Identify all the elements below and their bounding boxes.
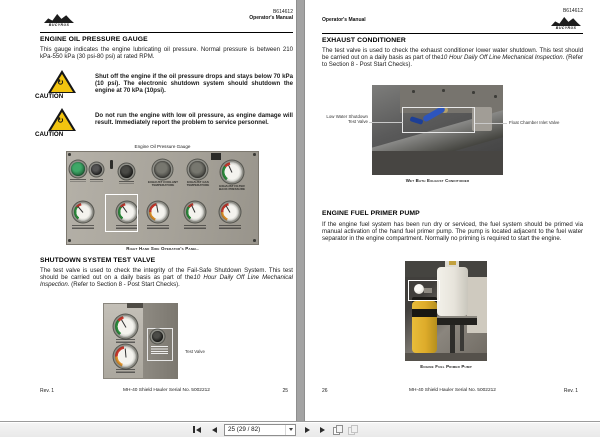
bracket [433,316,477,325]
combobox-dropdown-button[interactable] [285,425,295,435]
caution-label: CAUTION [35,93,64,100]
paragraph-text: . (Refer to Section 8 - Post Start Checks). [322,54,583,69]
bucyrus-logo [551,15,581,30]
oil-gauge-paragraph: This gauge indicates the engine lubricating oil pressure. Normal pressure is between 210 kPa-550 kPa (30 psi-80 psi) at rated RPM. [40,46,293,61]
last-page-icon [320,427,325,433]
caution2-text: Do not run the engine with low oil pressure, as engine damage will result. Immediately report the problem to service personnel. [95,112,293,127]
panel-knob [120,165,133,178]
paragraph-italic: 10 Hour Daily Off Line Mechanical Inspection [440,54,563,62]
first-page-icon [196,427,201,433]
header-right [170,9,293,21]
figure-caption: Right Hand Side Operator's Panel. [126,246,199,251]
caution-triangle-icon: ↻ [48,108,76,131]
gauge [154,161,171,178]
annotation-line: Low Water Shutdown [326,114,368,119]
section-heading-oil-gauge: ENGINE OIL PRESSURE GAUGE [40,36,148,43]
next-page-button[interactable] [300,424,314,435]
footer-page-number: 26 [322,388,328,394]
pipe [460,325,464,351]
header-rule [322,33,583,34]
start-button [71,162,85,176]
footer-rev: Rev. 1 [40,388,55,394]
first-page-button[interactable] [190,424,204,435]
figure-label: Engine Oil Pressure Gauge [134,144,191,149]
section-heading-primer-pump: ENGINE FUEL PRIMER PUMP [322,210,420,217]
primer-pump-photo [405,261,487,361]
footer-page-number: 25 [282,388,288,394]
previous-page-button[interactable] [207,424,221,435]
test-valve-knob [152,331,163,342]
page-navigation-toolbar [0,421,600,437]
annotation-line: Test Valve [348,119,368,124]
page-number-value: 25 (29 / 82) [228,426,261,433]
primer-pump-paragraph: If the engine fuel system has been run dry or serviced, the fuel system should be primed via manual activation of the hand fuel primer pump. The pump is located adjacent to the fuel water separator in the engine compartment. Normally no priming is required to start the engine. [322,221,583,243]
highlight-box [105,194,138,232]
gauge [74,203,92,221]
operator-panel-photo [66,151,259,245]
section-heading-exhaust-conditioner: EXHAUST CONDITIONER [322,37,406,44]
test-valve-annotation: Test Valve [185,349,205,354]
footer-serial: MH-40 Shield Hauler Serial No. 5002212 [123,388,210,393]
bucyrus-logo-icon [551,15,581,26]
exhaust-conditioner-paragraph [322,47,583,68]
gauge [222,162,242,182]
gauge-label: EXHAUST COOLANT TEMPERATURE [148,180,178,188]
gauge [115,316,136,337]
gauge [186,203,204,221]
footer-serial: MH-40 Shield Hauler Serial No. 5002212 [409,388,496,393]
gauge [115,346,136,367]
gauge-label: EXHAUST FILTER BACK PRESSURE [218,184,245,192]
bucyrus-logo-icon [44,12,74,23]
page-number-combobox[interactable] [224,424,296,436]
doc-number: B614612 [562,8,583,14]
primer-pump-canister [437,267,468,316]
caution-label: CAUTION [35,131,64,138]
bucyrus-logo-text: BUCYRUS [555,26,577,30]
paragraph-text: . (Refer to Section 8 - Post Start Checks). [67,281,180,289]
chevron-down-icon [289,428,293,431]
filter-band [412,309,437,317]
header-rule [40,32,293,33]
machinery-shadow [372,151,503,175]
test-valve-photo [103,303,178,379]
figure-caption: Wet Bath Exhaust Conditioner [405,178,470,183]
exhaust-conditioner-photo [372,85,503,175]
paragraph-text: The test valve is used to check the exhaust conditioner lower water shutdown. This test should be carried out on a daily basis as part of the [322,47,583,62]
shutdown-valve-paragraph [40,267,293,288]
highlight-box [408,280,440,301]
doc-type: Operator's Manual [322,17,366,23]
next-view-button[interactable] [348,425,359,436]
page-gap-divider [296,0,305,421]
previous-view-button[interactable] [333,425,344,436]
paragraph-text: The test valve is used to check the integrity of the Fail-Safe Shutdown System. This test should be carried out on a daily basis as part of the [40,267,293,282]
gauge [149,203,167,221]
toggle-switch [110,160,113,169]
annotation-leader-line [475,123,507,124]
low-water-shutdown-annotation [312,114,368,124]
bucyrus-logo [44,12,74,27]
caution-triangle-icon: ↻ [48,70,76,93]
next-page-icon [305,427,310,433]
section-heading-shutdown-valve: SHUTDOWN SYSTEM TEST VALVE [40,257,156,264]
annotation-leader-line [369,122,403,123]
panel-plate [211,153,221,160]
doc-type: Operator's Manual [249,15,293,21]
gauge-label: EXHAUST GAS TEMPERATURE [186,180,210,188]
caution1-text: Shut off the engine if the oil pressure drops and stays below 70 kPa (10 psi). The electronic shutdown system should shutdown the engine at 70 kPa (10psi). [95,73,293,95]
gauge [221,203,239,221]
highlight-box [402,107,475,133]
bucyrus-logo-text: BUCYRUS [48,23,70,27]
horn-button [91,164,102,175]
brass-fitting [449,261,456,265]
doc-number: B614612 [272,9,293,15]
gauge [189,161,206,178]
figure-caption: Engine Fuel Primer Pump [420,364,472,369]
previous-page-icon [212,427,217,433]
float-chamber-annotation: Float Chamber Inlet Valve [509,120,560,125]
manual-page-left [0,0,296,421]
paragraph-italic: 10 Hour Daily Off Line Mechanical Inspection [40,274,293,289]
manual-page-right [305,0,600,421]
floor [405,353,487,361]
last-page-button[interactable] [315,424,329,435]
footer-rev: Rev. 1 [563,388,578,394]
